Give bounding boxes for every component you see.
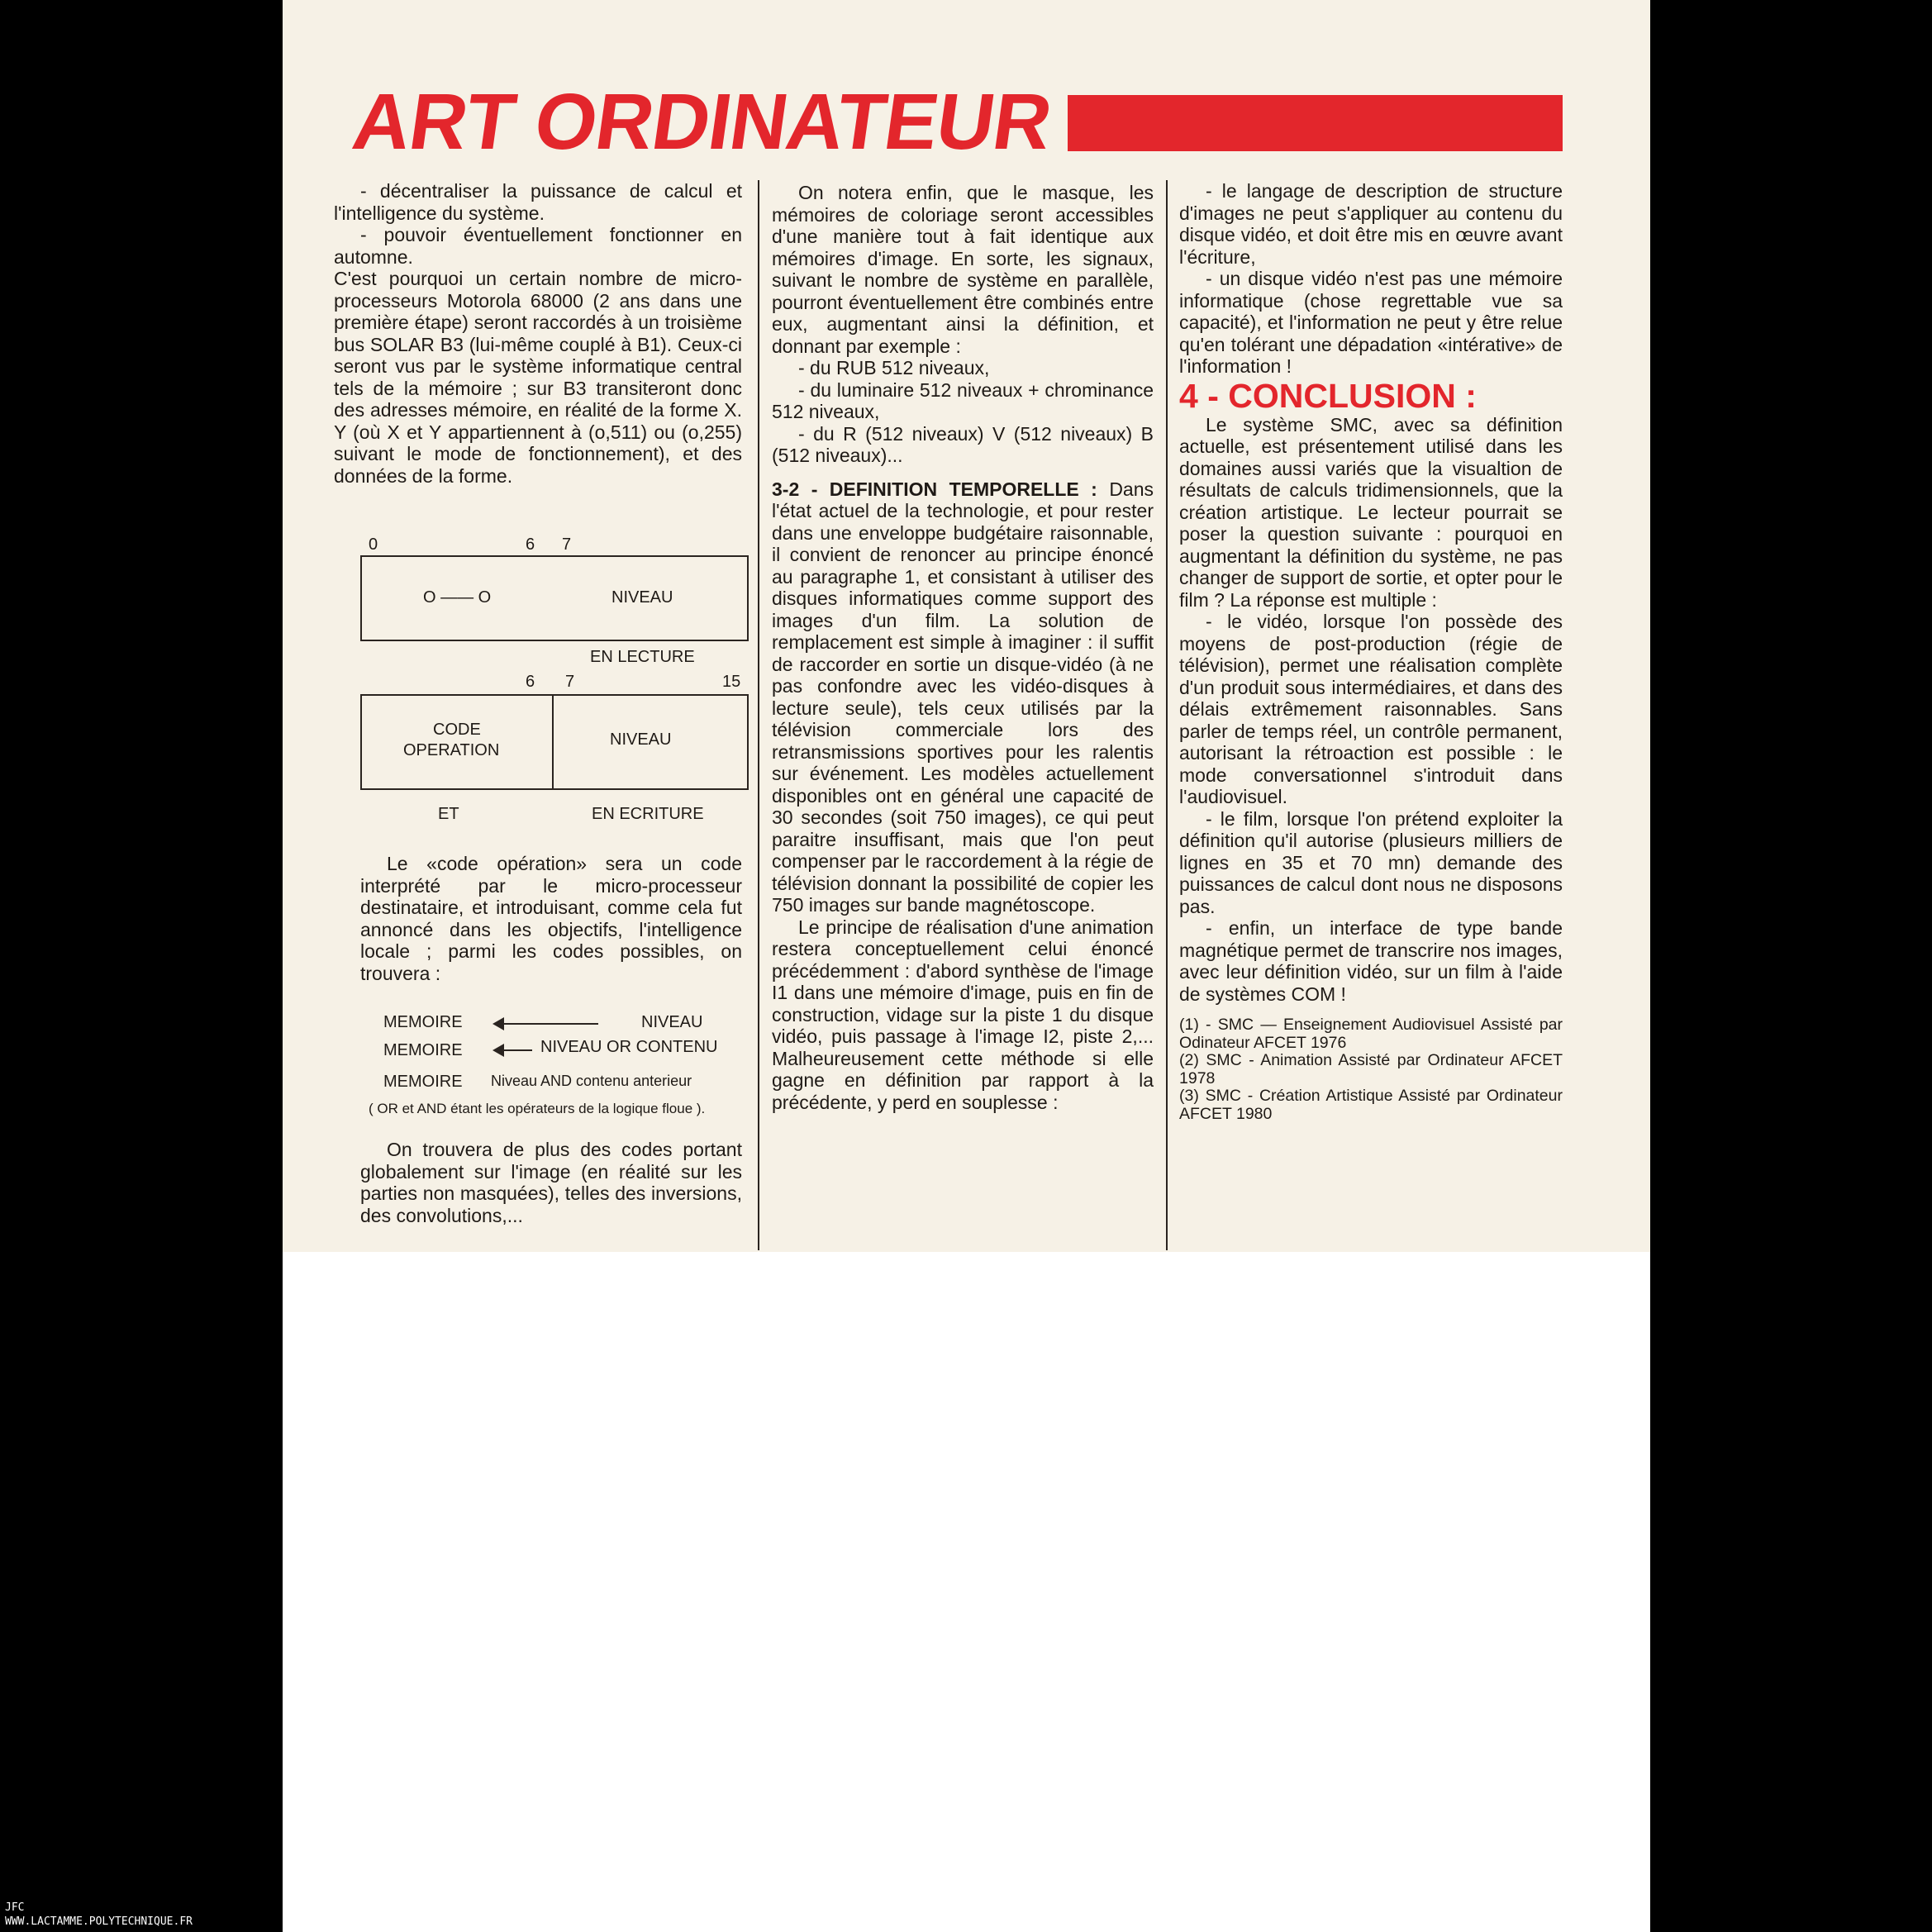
paragraph: C'est pourquoi un certain nombre de micro-processeurs Motorola 68000 (2 ans dans une première étape) seront raccordés à un troisième bus SOLAR B3 (lui-même couplé à B1). Ceux-ci seront vus par le système informatique central tels de la mémoire ; sur B3 transiteront donc des adresses mémoire, en réalité de la forme X. Y (où X et Y appartiennent à (o,511) ou (o,255) suivant le mode de fonctionnement), et des données de la forme. <box>334 268 742 487</box>
page-title: ART ORDINATEUR <box>347 78 1057 166</box>
column-3 <box>1179 180 1563 1123</box>
section-body: Dans l'état actuel de la technologie, et pour rester dans une enveloppe budgétaire raisonnable, il convient de renoncer au principe énoncé au paragraphe 1, et consistant à utiliser des disques informatiques comme support des images d'un film. La solution de remplacement est simple à imaginer : il suffit de raccorder en sortie un disque-vidéo (à ne pas confondre avec les vidéo-disques à lecture seule), tels ceux utilisés par la télévision commerciale lors des retransmissions sportives pour les ralentis sur événement. Les modèles actuellement disponibles ont en général une capacité de 30 secondes (soit 750 images), ce qui peut paraitre insuffisant, mais que l'on peut compenser par le raccordement à la régie de télévision donnant la possibilité de copier les 750 images sur bande magnétoscope. <box>772 478 1154 916</box>
paragraph <box>772 478 1154 916</box>
read-format-box <box>360 555 749 641</box>
list-item: - du R (512 niveaux) V (512 niveaux) B (512 niveaux)... <box>772 422 1154 466</box>
code-left: MEMOIRE <box>383 1013 463 1031</box>
bit-label: 6 <box>526 535 535 554</box>
level-field: NIVEAU <box>611 588 673 607</box>
title-red-bar <box>1068 95 1563 151</box>
paragraph: - le vidéo, lorsque l'on possède des moyens de post-production (régie de télévision), permet une réalisation complète d'un produit sous intermédiaires, et dans des délais extrêmement raisonnables. Sans parler de temps réel, un contrôle permanent, autorisant la rétroaction est possible : le mode conversationnel s'introduit dans l'audiovisuel. <box>1179 611 1563 807</box>
code-right: NIVEAU OR CONTENU <box>540 1038 718 1056</box>
bit-label: 7 <box>565 673 575 691</box>
paragraph: - pouvoir éventuellement fonctionner en automne. <box>334 224 742 268</box>
section-heading: 3-2 - DEFINITION TEMPORELLE : <box>772 478 1097 500</box>
column-1-lower <box>360 853 742 984</box>
paragraph: Le principe de réalisation d'une animation restera conceptuellement celui énoncé précédemment : d'abord synthèse de l'image I1 dans une mémoire d'image, puis en fin de construction, vidage sur la piste 1 du disque vidéo, puis passage à l'image I2, piste 2,... Malheureusement cette méthode si elle gagne en définition par rapport à la précédente, y perd en souplesse : <box>772 916 1154 1113</box>
footnote: (1) - SMC — Enseignement Audiovisuel Assisté par Odinateur AFCET 1976 <box>1179 1016 1563 1052</box>
arrow-head-icon <box>493 1017 504 1030</box>
footnotes <box>1179 1016 1563 1123</box>
corner-credit <box>5 1901 193 1929</box>
arrow-head-icon <box>493 1044 504 1057</box>
paragraph: - un disque vidéo n'est pas une mémoire informatique (chose regrettable vue sa capacité), et l'information ne peut y être relue qu'en tolérant une dépadation «intérative» de l'information ! <box>1179 268 1563 377</box>
page-bottom-blank <box>283 1252 1650 1932</box>
level-field: NIVEAU <box>610 730 672 749</box>
column-2 <box>772 182 1154 1113</box>
paragraph: - le film, lorsque l'on prétend exploiter la définition qu'il autorise (plusieurs milliers de lignes en 35 et 70 mn) demande des puissances de calcul dont nous ne disposons pas. <box>1179 807 1563 917</box>
code-right: Niveau AND contenu anterieur <box>491 1073 692 1089</box>
arrow-left-icon <box>499 1023 598 1025</box>
opcode-field: OPERATION <box>403 741 500 759</box>
code-left: MEMOIRE <box>383 1041 463 1059</box>
credit-initials: JFC <box>5 1901 25 1914</box>
column-rule <box>758 180 759 1250</box>
paragraph: Le «code opération» sera un code interprété par le micro-processeur destinataire, et introduisant, comme cela fut annoncé dans les objectifs, l'intelligence locale ; parmi les codes possibles, on trouvera : <box>360 853 742 984</box>
field-divider <box>552 696 554 788</box>
bit-label: 15 <box>722 673 741 691</box>
column-rule <box>1166 180 1168 1250</box>
code-right: NIVEAU <box>641 1013 703 1031</box>
paragraph: Le système SMC, avec sa définition actuelle, est présentement utilisé dans les domaines aussi variés que la visualtion de résultats de calculs tridimensionnels, que la création artistique. Le lecteur pourrait se poser la question suivante : pourquoi en augmentant la définition du système, ne pas changer de support de sortie, et opter pour le film ? La réponse est multiple : <box>1179 413 1563 611</box>
write-format-box <box>360 694 749 790</box>
write-caption: EN ECRITURE <box>592 805 704 823</box>
codes-note: ( OR et AND étant les opérateurs de la logique floue ). <box>369 1101 706 1116</box>
list-item: - du RUB 512 niveaux, <box>798 357 990 378</box>
paragraph: On notera enfin, que le masque, les mémoires de coloriage seront accessibles d'une manière tout à fait identique aux mémoires d'image. En sorte, les signaux, suivant le nombre de système en parallèle, pourront éventuellement être combinés entre eux, augmentant ainsi la définition, et donnant par exemple : <box>772 182 1154 357</box>
credit-url: WWW.LACTAMME.POLYTECHNIQUE.FR <box>5 1915 193 1928</box>
bit-label: 0 <box>369 535 378 554</box>
read-caption: EN LECTURE <box>590 648 695 666</box>
arrow-left-icon <box>499 1049 532 1051</box>
write-caption: ET <box>438 805 459 823</box>
list-item: - du luminaire 512 niveaux + chrominance 512 niveaux, <box>772 378 1154 422</box>
conclusion-heading: 4 - CONCLUSION : <box>1179 376 1477 415</box>
column-1-end <box>360 1139 742 1226</box>
code-left: MEMOIRE <box>383 1073 463 1091</box>
address-field: O —— O <box>423 588 492 607</box>
bit-label: 7 <box>562 535 572 554</box>
paragraph: - décentraliser la puissance de calcul et l'intelligence du système. <box>334 180 742 224</box>
opcode-field: CODE <box>433 721 481 739</box>
footnote: (3) SMC - Création Artistique Assisté par Ordinateur AFCET 1980 <box>1179 1087 1563 1123</box>
footnote: (2) SMC - Animation Assisté par Ordinateur AFCET 1978 <box>1179 1051 1563 1087</box>
paragraph: On trouvera de plus des codes portant globalement sur l'image (en réalité sur les parties non masquées), telles des inversions, des convolutions,... <box>360 1139 742 1226</box>
column-1 <box>334 180 742 487</box>
paragraph: - enfin, un interface de type bande magnétique permet de transcrire nos images, avec leur définition vidéo, sur un film à l'aide de systèmes COM ! <box>1179 917 1563 1005</box>
bit-label: 6 <box>526 673 535 691</box>
paragraph: - le langage de description de structure d'images ne peut s'appliquer au contenu du disque vidéo, et doit être mis en œuvre avant l'écriture, <box>1179 180 1563 268</box>
